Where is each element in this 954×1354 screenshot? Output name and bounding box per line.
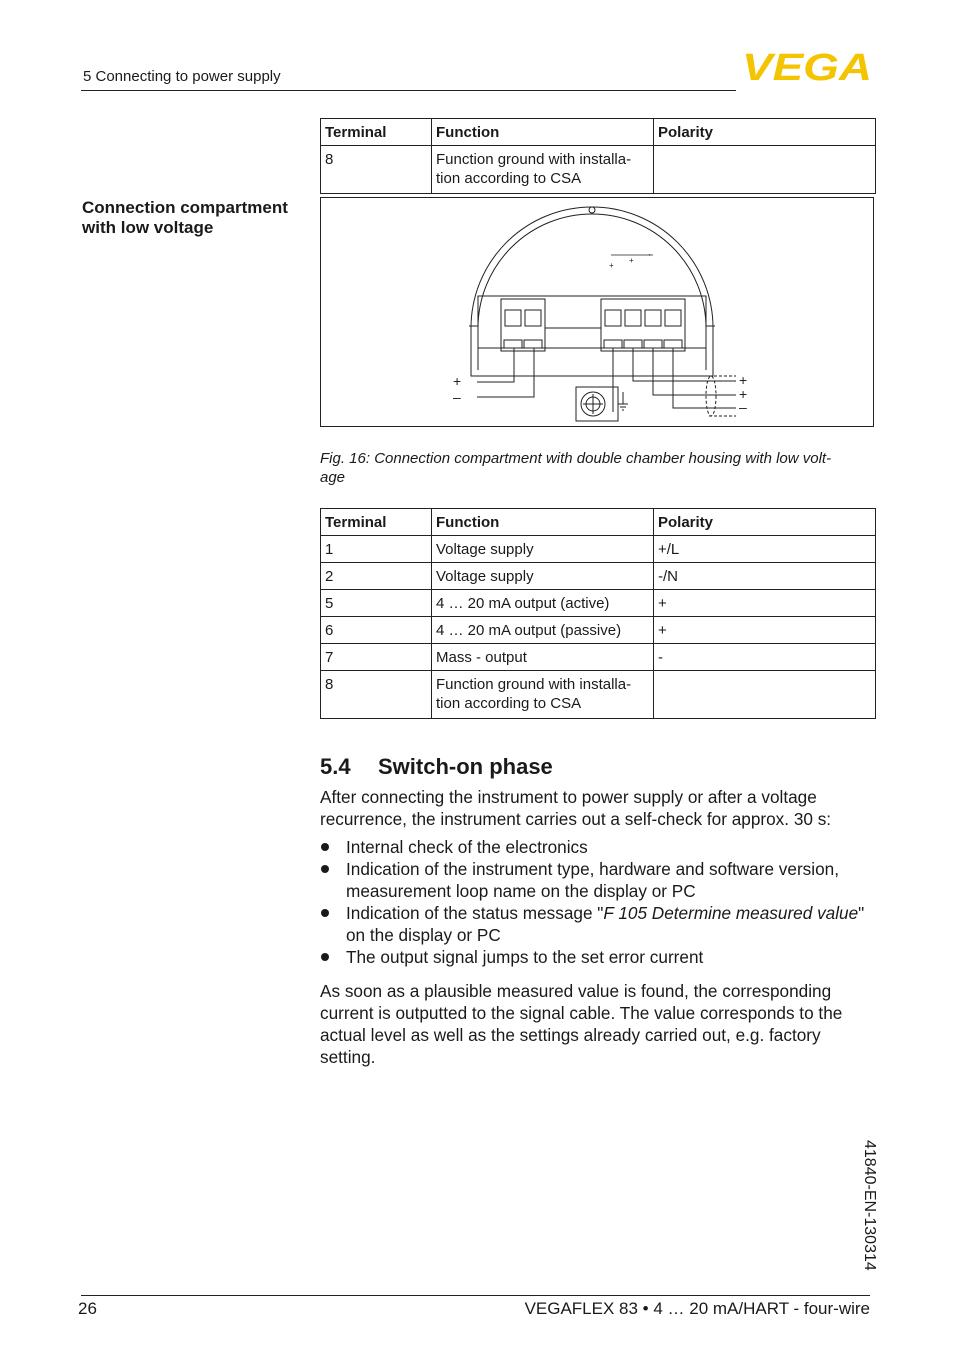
document-id: 41840-EN-130314 [861,1140,878,1271]
bullet-icon [321,843,329,851]
intro-paragraph: After connecting the instrument to power supply or after a voltage recurrence, the instrument carries out a self-check for approx. 30 s: [320,787,832,829]
cell-function-line: tion according to CSA [436,695,582,712]
header-terminal: Terminal [321,119,432,146]
closing-paragraph: As soon as a plausible measured value is found, the corresponding current is outputted to the signal cable. The value corresponds to the actual level as well as the settings already carried out, e.g. factory setting. [320,981,843,1067]
cell-polarity [654,146,876,194]
figure-caption-line: age [320,469,346,486]
cell-function: Voltage supply [432,536,654,563]
bullet-icon [321,909,329,917]
side-label-line1: Connection compartment [82,198,288,217]
list-item [320,836,870,858]
cell-polarity: -/N [654,563,876,590]
cell-terminal: 5 [321,590,432,617]
terminal-block-left [501,299,545,351]
table-row [321,617,876,644]
label-plus-right-1: + [739,372,748,388]
table-row [321,590,876,617]
vega-logo [742,52,872,82]
cell-polarity [654,671,876,719]
cell-terminal: 6 [321,617,432,644]
status-text-after: " on the display or PC [346,903,865,945]
table-row [321,563,876,590]
header-function: Function [432,119,654,146]
header-divider [81,90,736,91]
svg-text:': ' [649,253,651,262]
logo-text: VEGA [742,52,872,82]
cell-function-line: Function ground with installa- [436,151,632,168]
section-number: 5.4 [320,754,351,779]
figure-caption-line: Fig. 16: Connection compartment with double chamber housing with low volt- [320,450,832,467]
header-terminal: Terminal [321,509,432,536]
list-item [320,946,870,968]
terminal-block-right [601,299,685,351]
label-plus-left: + [453,373,462,389]
cell-function-line: tion according to CSA [436,170,582,187]
header-polarity: Polarity [654,119,876,146]
wire-plus-right-2 [653,348,736,395]
cell-function [432,671,654,719]
svg-text:+: + [609,261,614,270]
table-header-row [321,119,876,146]
cell-function: 4 … 20 mA output (passive) [432,617,654,644]
cell-polarity: - [654,644,876,671]
wire-minus-left [477,348,534,397]
connection-compartment-figure [320,197,874,427]
table-row [321,671,876,719]
cell-polarity: +/L [654,536,876,563]
cell-function: 4 … 20 mA output (active) [432,590,654,617]
compartment-diagram [321,198,873,426]
cell-function [432,146,654,194]
side-label-line2: with low voltage [82,218,214,237]
table-row [321,644,876,671]
bullet-icon [321,953,329,961]
table-row [321,536,876,563]
cell-polarity: + [654,617,876,644]
wire-minus-right [673,348,736,408]
terminal-table-bottom [320,508,876,719]
list-item-text: The output signal jumps to the set error current [346,947,704,967]
footer-divider [81,1295,870,1296]
list-item-text: Internal check of the electronics [346,837,588,857]
status-text-before: Indication of the status message " [346,903,604,923]
wire-plus-left [477,348,514,382]
cell-terminal: 8 [321,146,432,194]
cell-function: Voltage supply [432,563,654,590]
section-title: Switch-on phase [378,754,553,779]
header-function: Function [432,509,654,536]
table-header-row [321,509,876,536]
list-item-text: Indication of the instrument type, hardware and software version, measurement loop name on the display or PC [346,859,839,901]
label-minus-left: – [453,389,461,405]
product-name: VEGAFLEX 83 • 4 … 20 mA/HART - four-wire [524,1299,870,1318]
cell-function-line: Function ground with installa- [436,676,632,693]
status-message: F 105 Determine measured value [603,903,859,923]
header-polarity: Polarity [654,509,876,536]
cell-terminal: 8 [321,671,432,719]
list-item [320,858,870,902]
cell-polarity: + [654,590,876,617]
cell-terminal: 7 [321,644,432,671]
label-plus-right-2: + [739,386,748,402]
figure-caption [320,449,865,487]
cell-terminal: 1 [321,536,432,563]
terminal-table-top [320,118,876,194]
housing-notch [589,207,595,213]
cell-function: Mass - output [432,644,654,671]
side-label [82,198,312,238]
self-check-list [320,836,870,968]
table-row [321,146,876,194]
list-item [320,902,870,946]
header-section-title: 5 Connecting to power supply [83,68,281,85]
cell-terminal: 2 [321,563,432,590]
svg-text:+: + [629,256,634,265]
bullet-icon [321,865,329,873]
cable-shield [706,376,716,416]
label-minus-right: – [739,399,747,415]
section-heading [320,754,553,780]
page-number: 26 [78,1299,97,1318]
